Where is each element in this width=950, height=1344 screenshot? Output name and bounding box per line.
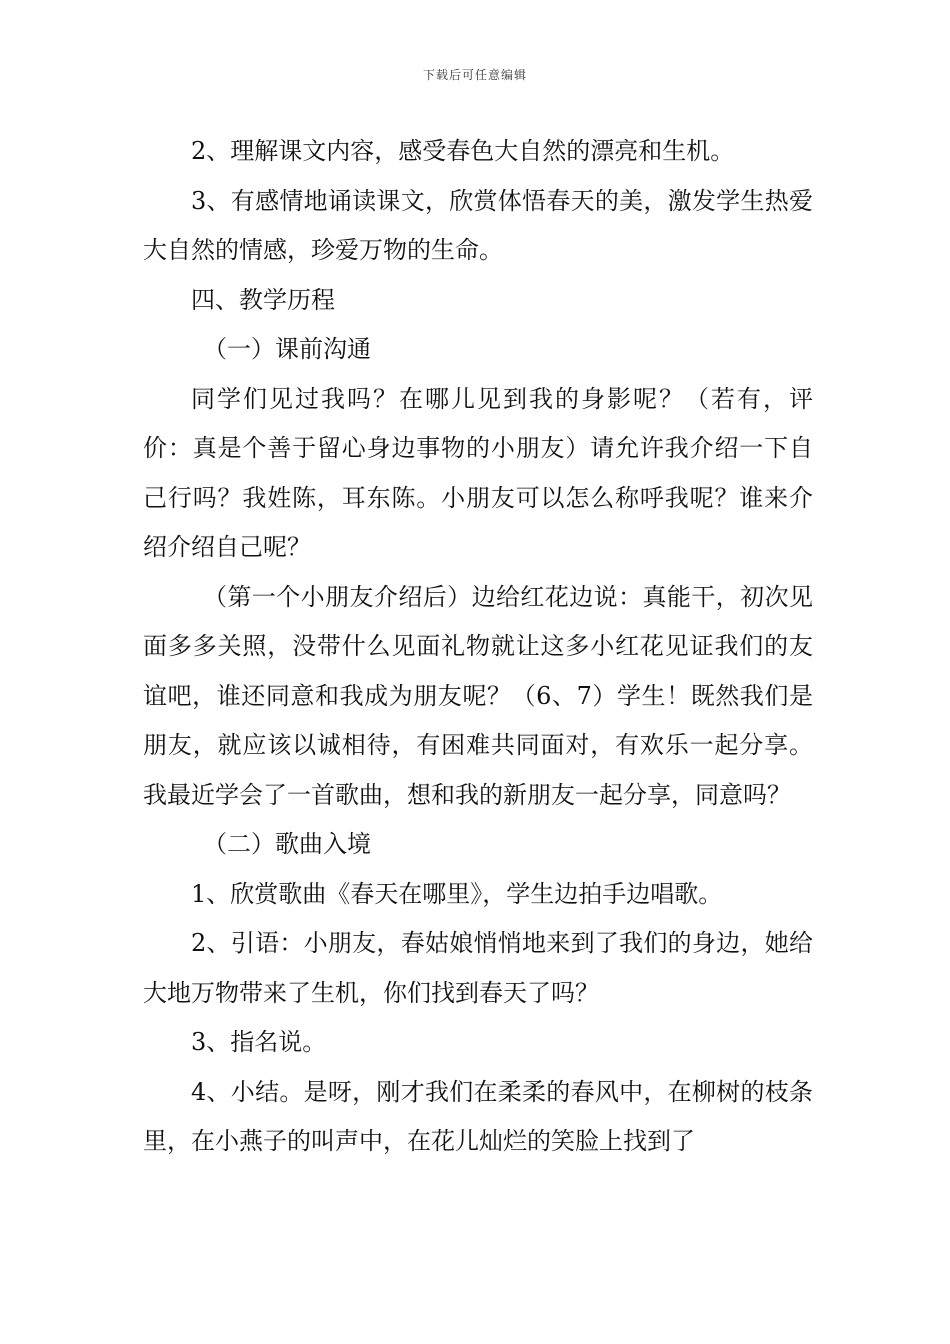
paragraph-objective-3: 3、有感情地诵读课文，欣赏体悟春天的美，激发学生热爱大自然的情感，珍爱万物的生命。 xyxy=(143,186,813,264)
paragraph-song-appreciation: 1、欣赏歌曲《春天在哪里》，学生边拍手边唱歌。 xyxy=(191,879,723,908)
section-heading-teaching-process: 四、教学历程 xyxy=(191,285,335,314)
paragraph-objective-2: 2、理解课文内容，感受春色大自然的漂亮和生机。 xyxy=(191,137,735,165)
paragraph-self-introduction: 同学们见过我吗？在哪儿见到我的身影呢？（若有，评价：真是个善于留心身边事物的小朋友）请允许我介绍一下自己行吗？我姓陈，耳东陈。小朋友可以怎么称呼我呢？谁来介绍介绍自己呢？ xyxy=(143,384,813,561)
subsection-heading-pre-class: （一）课前沟通 xyxy=(203,335,371,363)
page-header-note: 下载后可任意编辑 xyxy=(422,68,527,82)
paragraph-summary: 4、小结。是呀，刚才我们在柔柔的春风中，在柳树的枝条里，在小燕子的叫声中，在花儿灿烂的笑脸上找到了 xyxy=(143,1077,813,1155)
document-body xyxy=(143,127,813,1167)
paragraph-friendship: （第一个小朋友介绍后）边给红花边说：真能干，初次见面多多关照，没带什么见面礼物就让这多小红花见证我们的友谊吧，谁还同意和我成为朋友呢？（6、7）学生！既然我们是朋友，就应该以诚相待，有困难共同面对，有欢乐一起分享。我最近学会了一首歌曲，想和我的新朋友一起分享，同意吗？ xyxy=(143,582,813,809)
paragraph-name-call: 3、指名说。 xyxy=(191,1028,327,1056)
subsection-heading-song: （二）歌曲入境 xyxy=(203,830,371,858)
paragraph-lead-in: 2、引语：小朋友，春姑娘悄悄地来到了我们的身边，她给大地万物带来了生机，你们找到春天了吗？ xyxy=(143,929,813,1007)
